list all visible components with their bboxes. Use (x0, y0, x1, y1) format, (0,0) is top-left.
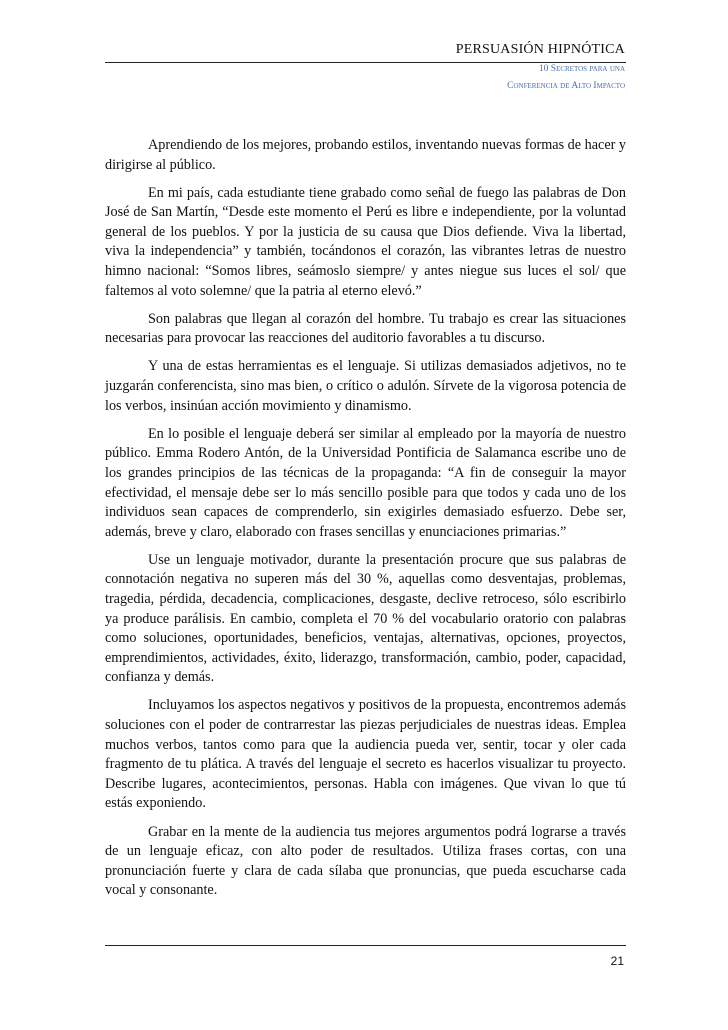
paragraph: Use un lenguaje motivador, durante la presentación procure que sus palabras de connotación negativa no superen más del 30 %, aquellas como desventajas, problemas, tragedia, pérdida, decadencia, complicaciones, desgaste, declive retroceso, sólo escribirlo ya produce parálisis. En cambio, completa el 70 % del vocabulario oratorio con palabras como soluciones, oportunidades, beneficios, ventajas, alternativas, opciones, proyectos, emprendimientos, actividades, éxito, liderazgo, transformación, cambio, poder, capacidad, confianza y demás. (105, 551, 626, 686)
book-subtitle-line-1: 10 Secretos para una (538, 64, 625, 74)
page-header (456, 42, 625, 95)
paragraph: En mi país, cada estudiante tiene grabado como señal de fuego las palabras de Don José de San Martín, “Desde este momento el Perú es libre e independiente, por la voluntad general de los pueblos. Y por la justicia de su causa que Dios defiende. Viva la libertad, viva la independencia” y también, tocándonos el corazón, las vibrantes letras de nuestro himno nacional: “Somos libres, seámoslo siempre/ y antes niegue sus luces el sol/ que faltemos al voto solemne/ que la patria al eterno elevó.” (105, 184, 626, 299)
paragraph: Incluyamos los aspectos negativos y positivos de la propuesta, encontremos además soluciones con el poder de contrarrestar las piezas perjudiciales de nuestras ideas. Emplea muchos verbos, tantos como para que la audiencia pueda ver, sentir, tocar y oler cada fragmento de tu plática. A través del lenguaje el secreto es hacerlos visualizar tu proyecto. Describe lugares, acontecimientos, personas. Habla con imágenes. Que vivan lo que tú estás exponiendo. (105, 697, 626, 812)
paragraph: Aprendiendo de los mejores, probando estilos, inventando nuevas formas de hacer y dirigirse al público. (105, 137, 626, 173)
paragraph: Son palabras que llegan al corazón del hombre. Tu trabajo es crear las situaciones necesarias para provocar las reacciones del auditorio favorables a tu discurso. (105, 310, 626, 347)
paragraph: Grabar en la mente de la audiencia tus mejores argumentos podrá lograrse a través de un lenguaje eficaz, con alto poder de resultados. Utiliza frases cortas, con una pronunciación fuerte y clara de cada sílaba que pronuncias, que pueda escucharse cada vocal y consonante. (105, 823, 626, 899)
paragraph: Y una de estas herramientas es el lenguaje. Si utilizas demasiados adjetivos, no te juzgarán conferencista, sino mas bien, o crítico o adulón. Sírvete de la vigorosa potencia de los verbos, insinúan acción movimiento y dinamismo. (105, 358, 626, 414)
header-divider (105, 62, 626, 63)
body-text (105, 136, 626, 909)
book-subtitle-line-2: Conferencia de Alto Impacto (507, 81, 625, 91)
page-number: 21 (610, 954, 624, 968)
book-title: PERSUASIÓN HIPNÓTICA (455, 42, 625, 57)
paragraph: En lo posible el lenguaje deberá ser similar al empleado por la mayoría de nuestro público. Emma Rodero Antón, de la Universidad Pontificia de Salamanca escribe uno de los grandes principios de las técnicas de la propaganda: “A fin de conseguir la mayor efectividad, el mensaje debe ser lo más sencillo posible para que todos y cada uno de los individuos sean capaces de comprenderlo, sin exigirles demasiado esfuerzo. Debe ser, además, breve y claro, elaborado con frases sencillas y enunciaciones primarias.” (105, 425, 626, 540)
footer-divider (105, 945, 626, 946)
